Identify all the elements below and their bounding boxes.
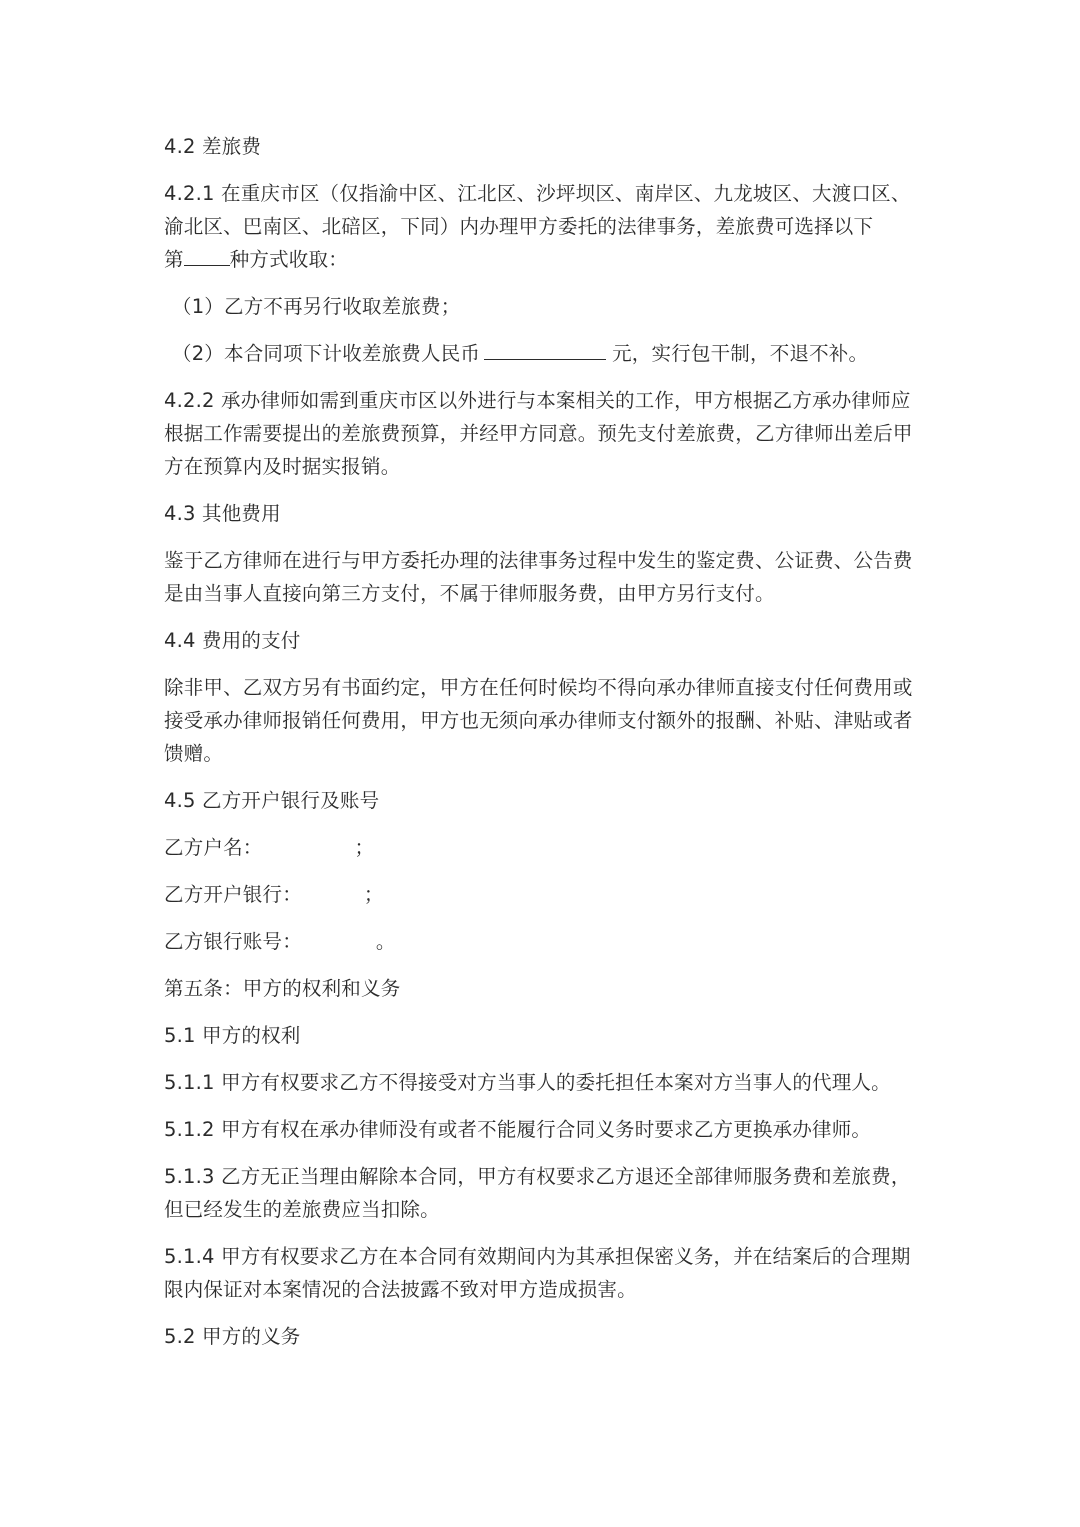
article-5-heading: 第五条：甲方的权利和义务 <box>164 977 401 1000</box>
option-1: （1）乙方不再另行收取差旅费； <box>172 295 461 318</box>
clause-4-2-1-prefix: 第 <box>164 248 184 271</box>
section-5-2-heading: 5.2 甲方的义务 <box>164 1325 301 1348</box>
clause-4-2-1-suffix: 种方式收取： <box>229 248 348 271</box>
account-number-label: 乙方银行账号： <box>164 930 302 953</box>
section-4-3-heading: 4.3 其他费用 <box>164 502 281 525</box>
account-bank-label: 乙方开户银行： <box>164 883 302 906</box>
clause-5-1-1: 5.1.1 甲方有权要求乙方不得接受对方当事人的委托担任本案对方当事人的代理人。 <box>164 1071 891 1094</box>
account-bank-line <box>164 878 916 911</box>
travel-fee-amount-blank[interactable] <box>484 337 606 360</box>
clause-4-2-1-text: 4.2.1 在重庆市区（仅指渝中区、江北区、沙坪坝区、南岸区、九龙坡区、大渡口区、渝北区、巴南区、北碚区，下同）内办理甲方委托的法律事务，差旅费可选择以下 <box>164 182 911 238</box>
option-number-blank[interactable] <box>184 243 230 266</box>
account-number-end: 。 <box>375 930 396 953</box>
option-2 <box>164 337 916 370</box>
option-2-suffix: 元，实行包干制，不退不补。 <box>612 342 869 365</box>
section-4-4-heading: 4.4 费用的支付 <box>164 629 301 652</box>
account-name-line <box>164 831 916 864</box>
section-4-4-body: 除非甲、乙双方另有书面约定，甲方在任何时候均不得向承办律师直接支付任何费用或接受承办律师报销任何费用，甲方也无须向承办律师支付额外的报酬、补贴、津贴或者馈赠。 <box>164 676 913 765</box>
option-2-prefix: （2）本合同项下计收差旅费人民币 <box>172 342 481 365</box>
clause-4-2-1 <box>164 177 916 276</box>
clause-5-1-3: 5.1.3 乙方无正当理由解除本合同，甲方有权要求乙方退还全部律师服务费和差旅费，但已经发生的差旅费应当扣除。 <box>164 1165 911 1221</box>
section-4-3-body: 鉴于乙方律师在进行与甲方委托办理的法律事务过程中发生的鉴定费、公证费、公告费是由当事人直接向第三方支付，不属于律师服务费，由甲方另行支付。 <box>164 549 913 605</box>
account-number-line <box>164 925 916 958</box>
clause-4-2-2: 4.2.2 承办律师如需到重庆市区以外进行与本案相关的工作，甲方根据乙方承办律师应根据工作需要提出的差旅费预算，并经甲方同意。预先支付差旅费，乙方律师出差后甲方在预算内及时据实报销。 <box>164 389 913 478</box>
clause-5-1-2: 5.1.2 甲方有权在承办律师没有或者不能履行合同义务时要求乙方更换承办律师。 <box>164 1118 872 1141</box>
account-bank-end: ； <box>363 883 384 906</box>
section-4-2-heading: 4.2 差旅费 <box>164 135 262 158</box>
account-name-end: ； <box>354 836 375 859</box>
document-body <box>164 130 916 1367</box>
section-4-5-heading: 4.5 乙方开户银行及账号 <box>164 789 380 812</box>
clause-5-1-4: 5.1.4 甲方有权要求乙方在本合同有效期间内为其承担保密义务，并在结案后的合理期限内保证对本案情况的合法披露不致对甲方造成损害。 <box>164 1245 911 1301</box>
account-name-label: 乙方户名： <box>164 836 263 859</box>
section-5-1-heading: 5.1 甲方的权利 <box>164 1024 301 1047</box>
